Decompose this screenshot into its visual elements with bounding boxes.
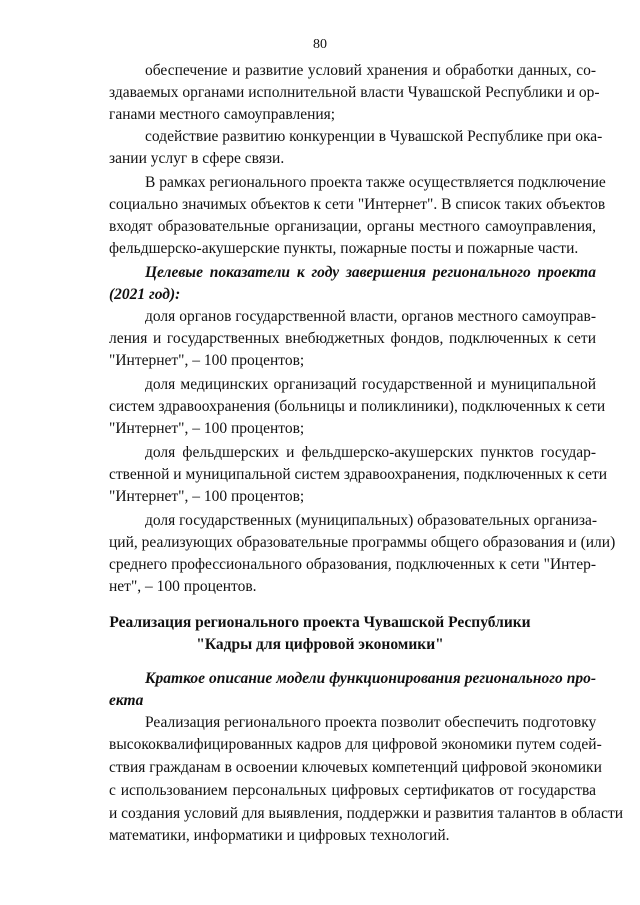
page-number: 80	[313, 37, 327, 52]
text-line: обеспечение и развитие условий хранения и обработки данных, со-	[145, 62, 596, 79]
text-line: доля медицинских организаций государственной и муниципальной	[145, 376, 596, 393]
text-line: доля фельдшерских и фельдшерско-акушерских пунктов государ-	[145, 444, 596, 461]
text-line: фельдшерско-акушерские пункты, пожарные посты и пожарные части.	[109, 240, 579, 257]
text-line: В рамках регионального проекта также осуществляется подключение	[145, 174, 606, 191]
section-subheading: Краткое описание модели функционирования регионального про-	[145, 670, 596, 687]
text-line: содействие развитию конкуренции в Чувашской Республике при ока-	[145, 128, 603, 145]
text-line: высококвалифицированных кадров для цифровой экономики путем содей-	[109, 736, 602, 753]
section-heading: "Кадры для цифровой экономики"	[196, 636, 444, 653]
text-line: доля государственных (муниципальных) образовательных организа-	[145, 512, 598, 529]
section-subheading: Целевые показатели к году завершения регионального проекта	[145, 264, 596, 281]
text-line: здаваемых органами исполнительной власти Чувашской Республики и ор-	[109, 84, 600, 101]
section-heading: Реализация регионального проекта Чувашской Республики	[109, 614, 531, 631]
text-line: "Интернет", – 100 процентов;	[109, 352, 305, 369]
text-line: систем здравоохранения (больницы и поликлиники), подключенных к сети	[109, 398, 606, 415]
text-line: "Интернет", – 100 процентов;	[109, 420, 305, 437]
text-line: "Интернет", – 100 процентов;	[109, 488, 305, 505]
text-line: входят образовательные организации, органы местного самоуправления,	[109, 218, 596, 235]
text-line: доля органов государственной власти, органов местного самоуправ-	[145, 308, 596, 325]
text-line: ственной и муниципальной систем здравоохранения, подключенных к сети	[109, 466, 608, 483]
text-line: социально значимых объектов к сети "Интернет". В список таких объектов	[109, 196, 606, 213]
text-line: ствия гражданам в освоении ключевых компетенций цифровой экономики	[109, 759, 602, 776]
text-line: среднего профессионального образования, подключенных к сети "Интер-	[109, 556, 596, 573]
text-line: с использованием персональных цифровых сертификатов от государства	[109, 782, 596, 799]
text-line: математики, информатики и цифровых технологий.	[109, 827, 450, 844]
text-line: и создания условий для выявления, поддержки и развития талантов в области	[109, 805, 624, 822]
section-subheading: екта	[109, 692, 144, 709]
text-line: нет", – 100 процентов.	[109, 578, 257, 595]
text-line: зании услуг в сфере связи.	[109, 150, 285, 167]
text-line: Реализация регионального проекта позволит обеспечить подготовку	[145, 714, 597, 731]
text-line: ганами местного самоуправления;	[109, 106, 336, 123]
text-line: ления и государственных внебюджетных фондов, подключенных к сети	[109, 330, 596, 347]
section-subheading: (2021 год):	[109, 286, 181, 303]
text-line: ций, реализующих образовательные программы общего образования и (или)	[109, 534, 616, 551]
